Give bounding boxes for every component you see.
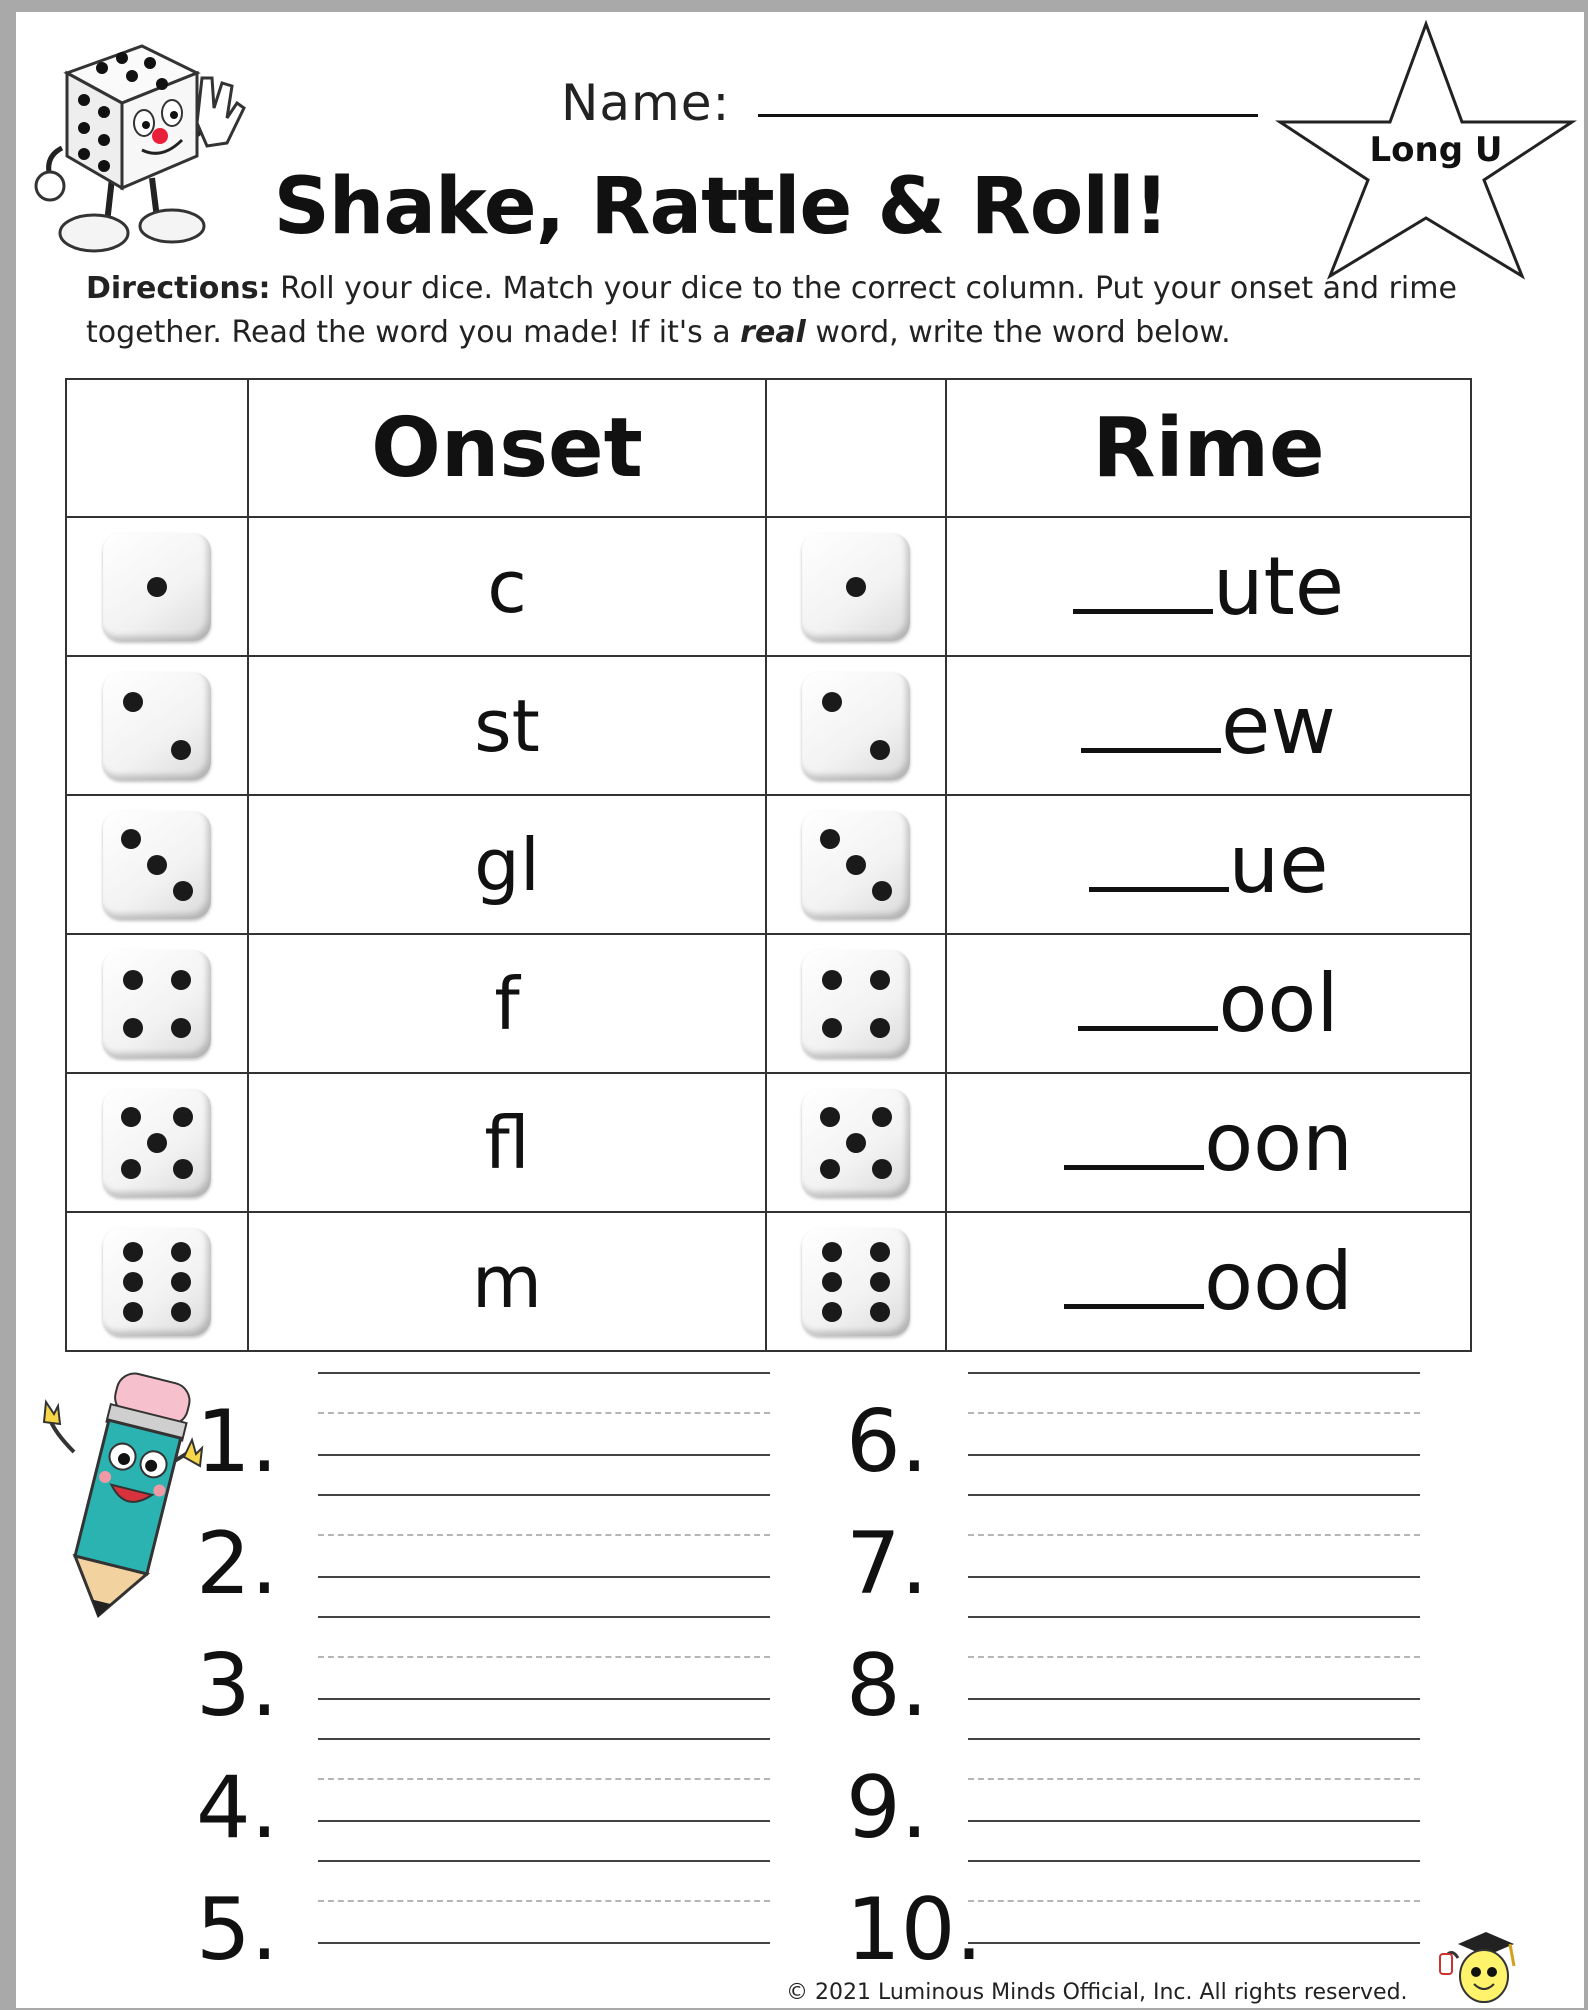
rime-die-cell bbox=[766, 1073, 946, 1212]
answer-number: 4. bbox=[196, 1758, 279, 1858]
header-dice-cell-rime bbox=[766, 379, 946, 517]
table-row bbox=[66, 656, 1471, 795]
onset-die-cell bbox=[66, 1212, 248, 1351]
table-row bbox=[66, 795, 1471, 934]
answer-number: 2. bbox=[196, 1514, 279, 1614]
pencil-mascot-icon bbox=[24, 1362, 224, 1632]
rime-blank-line bbox=[1078, 964, 1218, 1031]
star-label: Long U bbox=[1369, 130, 1503, 170]
answer-write-line[interactable] bbox=[968, 1698, 1420, 1700]
directions-text-part2: word, write the word below. bbox=[805, 315, 1231, 350]
answer-write-line[interactable] bbox=[318, 1820, 770, 1822]
onset-cell: m bbox=[248, 1212, 766, 1351]
name-field-line[interactable] bbox=[758, 114, 1258, 117]
directions-emphasis: real bbox=[740, 315, 806, 350]
answer-write-line[interactable] bbox=[318, 1942, 770, 1944]
lightbulb-graduate-icon bbox=[1438, 1926, 1528, 2010]
onset-die-cell bbox=[66, 795, 248, 934]
table-row bbox=[66, 934, 1471, 1073]
answer-number: 1. bbox=[196, 1392, 279, 1492]
name-label: Name: bbox=[561, 74, 731, 132]
answer-write-line[interactable] bbox=[318, 1454, 770, 1456]
rime-blank-line bbox=[1081, 686, 1221, 753]
die-face-5-icon bbox=[103, 1089, 211, 1197]
onset-rime-table bbox=[65, 378, 1472, 1352]
answer-guide-dashed-line bbox=[968, 1534, 1420, 1536]
answer-number: 6. bbox=[846, 1392, 929, 1492]
onset-die-cell bbox=[66, 1073, 248, 1212]
answer-guide-dashed-line bbox=[318, 1900, 770, 1902]
answer-write-line[interactable] bbox=[968, 1576, 1420, 1578]
answer-guide-top-line bbox=[968, 1616, 1420, 1618]
rime-cell bbox=[946, 795, 1471, 934]
table-row bbox=[66, 1212, 1471, 1351]
rime-text: ue bbox=[1228, 818, 1329, 911]
rime-text: oon bbox=[1204, 1096, 1353, 1189]
answer-write-line[interactable] bbox=[968, 1454, 1420, 1456]
answer-guide-dashed-line bbox=[318, 1656, 770, 1658]
header-onset: Onset bbox=[248, 379, 766, 517]
table-row bbox=[66, 517, 1471, 656]
rime-cell bbox=[946, 1073, 1471, 1212]
rime-text: ew bbox=[1221, 679, 1336, 772]
die-face-5-icon bbox=[802, 1089, 910, 1197]
rime-die-cell bbox=[766, 934, 946, 1073]
onset-die-cell bbox=[66, 517, 248, 656]
rime-cell bbox=[946, 656, 1471, 795]
answer-write-line[interactable] bbox=[318, 1576, 770, 1578]
header-rime: Rime bbox=[946, 379, 1471, 517]
onset-die-cell bbox=[66, 934, 248, 1073]
answer-guide-top-line bbox=[318, 1494, 770, 1496]
answer-number: 10. bbox=[846, 1880, 983, 1980]
answer-guide-top-line bbox=[968, 1860, 1420, 1862]
die-face-1-icon bbox=[802, 533, 910, 641]
rime-die-cell bbox=[766, 517, 946, 656]
rime-blank-line bbox=[1073, 547, 1213, 614]
answer-number: 9. bbox=[846, 1758, 929, 1858]
rime-text: ood bbox=[1204, 1235, 1353, 1328]
worksheet-title: Shake, Rattle & Roll! bbox=[273, 162, 1169, 252]
rime-die-cell bbox=[766, 1212, 946, 1351]
rime-blank-line bbox=[1089, 825, 1229, 892]
answer-write-line[interactable] bbox=[968, 1820, 1420, 1822]
copyright-text: © 2021 Luminous Minds Official, Inc. All rights reserved. bbox=[786, 1980, 1408, 2005]
answer-guide-top-line bbox=[968, 1372, 1420, 1374]
answer-guide-dashed-line bbox=[968, 1900, 1420, 1902]
answer-write-line[interactable] bbox=[318, 1698, 770, 1700]
answer-number: 7. bbox=[846, 1514, 929, 1614]
worksheet-page bbox=[16, 12, 1584, 2008]
onset-die-cell bbox=[66, 656, 248, 795]
answer-guide-dashed-line bbox=[968, 1412, 1420, 1414]
rime-blank-line bbox=[1064, 1242, 1204, 1309]
rime-cell bbox=[946, 934, 1471, 1073]
answer-write-line[interactable] bbox=[968, 1942, 1420, 1944]
die-face-6-icon bbox=[103, 1228, 211, 1336]
directions-text-part1: Roll your dice. Match your dice to the correct column. Put your onset and rime together. Read the word you made! If it's a bbox=[86, 271, 1457, 350]
answer-guide-dashed-line bbox=[318, 1412, 770, 1414]
answer-guide-top-line bbox=[318, 1738, 770, 1740]
answer-number: 3. bbox=[196, 1636, 279, 1736]
die-face-3-icon bbox=[103, 811, 211, 919]
onset-cell: gl bbox=[248, 795, 766, 934]
die-face-1-icon bbox=[103, 533, 211, 641]
answer-guide-dashed-line bbox=[318, 1534, 770, 1536]
onset-cell: fl bbox=[248, 1073, 766, 1212]
die-face-2-icon bbox=[103, 672, 211, 780]
answer-number: 8. bbox=[846, 1636, 929, 1736]
answer-guide-dashed-line bbox=[318, 1778, 770, 1780]
rime-text: ool bbox=[1218, 957, 1339, 1050]
table-header-row bbox=[66, 379, 1471, 517]
rime-die-cell bbox=[766, 656, 946, 795]
answer-guide-top-line bbox=[318, 1860, 770, 1862]
directions-text bbox=[86, 267, 1466, 355]
header-dice-cell-onset bbox=[66, 379, 248, 517]
die-face-4-icon bbox=[802, 950, 910, 1058]
answer-number: 5. bbox=[196, 1880, 279, 1980]
onset-cell: f bbox=[248, 934, 766, 1073]
rime-blank-line bbox=[1064, 1103, 1204, 1170]
answer-guide-top-line bbox=[968, 1738, 1420, 1740]
die-face-4-icon bbox=[103, 950, 211, 1058]
die-face-6-icon bbox=[802, 1228, 910, 1336]
answer-guide-top-line bbox=[968, 1494, 1420, 1496]
rime-cell bbox=[946, 1212, 1471, 1351]
answer-guide-top-line bbox=[318, 1372, 770, 1374]
die-face-2-icon bbox=[802, 672, 910, 780]
rime-die-cell bbox=[766, 795, 946, 934]
rime-cell bbox=[946, 517, 1471, 656]
answer-guide-dashed-line bbox=[968, 1778, 1420, 1780]
rime-text: ute bbox=[1212, 540, 1345, 633]
table-row bbox=[66, 1073, 1471, 1212]
answer-guide-top-line bbox=[318, 1616, 770, 1618]
answer-guide-dashed-line bbox=[968, 1656, 1420, 1658]
onset-cell: c bbox=[248, 517, 766, 656]
onset-cell: st bbox=[248, 656, 766, 795]
die-face-3-icon bbox=[802, 811, 910, 919]
directions-label: Directions: bbox=[86, 271, 271, 306]
